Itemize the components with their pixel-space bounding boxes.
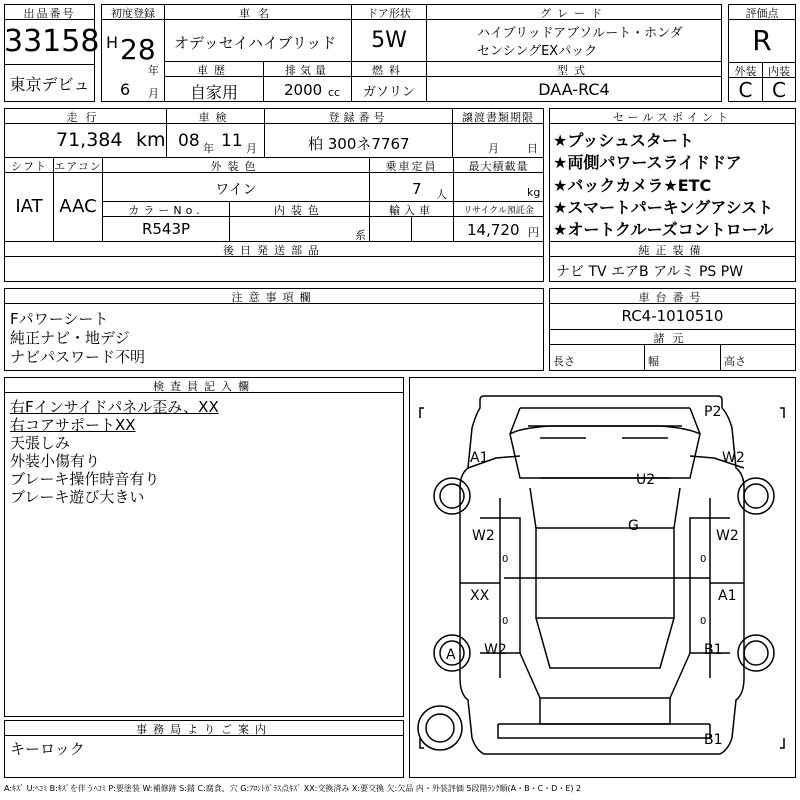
car-name-label: 車名 (239, 7, 277, 20)
color-value: ワイン (215, 182, 257, 198)
model-label: 型式 (557, 64, 591, 77)
mark-w2-rear-left: W2 (484, 642, 507, 658)
chassis-label: 車台番号 (638, 291, 707, 304)
ac-value: AAC (59, 196, 97, 217)
shift-value: IAT (15, 196, 43, 217)
mark-g: G (628, 518, 639, 534)
capacity-label: 乗車定員 (385, 160, 438, 173)
mark-w2-right: W2 (716, 528, 739, 544)
mark-zero-right1: 0 (700, 554, 707, 565)
inspector-item-1: 右Fインサイドパネル歪み、XX (10, 398, 219, 416)
mark-b1-bottom: B1 (704, 732, 723, 748)
mark-a-wheel: A (446, 647, 456, 663)
inspector-item-4: 外装小傷有り (10, 452, 101, 470)
debut-text: 東京デビュ (9, 75, 90, 94)
length-label: 長さ (553, 355, 575, 368)
height-label: 高さ (724, 355, 746, 368)
history-value: 自家用 (189, 83, 238, 102)
selling-point-3: ★バックカメラ★ETC (553, 176, 712, 195)
load-unit: kg (527, 186, 541, 199)
car-name: オデッセイハイブリッド (174, 34, 337, 52)
mark-b1-rear-right: B1 (704, 642, 723, 658)
mark-w2-front: W2 (722, 450, 745, 466)
selling-points-label: セールスポイント (612, 111, 732, 124)
year-unit: 年 (148, 64, 159, 77)
selling-point-2: ★両側パワースライドドア (553, 153, 742, 172)
insp-year-unit: 年 (203, 142, 214, 155)
later-parts-cell (4, 256, 544, 282)
era: H (106, 33, 119, 52)
transfer-month: 月 (488, 142, 499, 155)
color-no-value: R543P (141, 220, 191, 238)
grade-label: グレード (540, 7, 608, 20)
ext-value: C (738, 78, 753, 102)
mark-a1-front: A1 (470, 450, 489, 466)
fuel-label: 燃料 (372, 64, 406, 77)
recycle-unit: 円 (528, 226, 539, 239)
selling-point-4: ★スマートパーキングアシスト (553, 198, 774, 217)
insp-year: 08 (178, 131, 200, 151)
displacement-value: 2000 (284, 81, 323, 99)
transfer-label: 譲渡書類期限 (462, 111, 534, 124)
month-unit: 月 (148, 87, 159, 100)
mileage-unit: km (136, 129, 166, 151)
mark-zero-right2: 0 (700, 616, 707, 627)
mark-zero-left1: 0 (502, 554, 509, 565)
office-label: 事務局よりご案内 (136, 723, 272, 736)
displacement-unit: cc (328, 86, 341, 99)
load-label: 最大積載量 (468, 160, 529, 173)
chassis-value: RC4-1010510 (621, 307, 724, 325)
color-label: 外装色 (210, 160, 262, 173)
reg-number-value: 柏 300ネ7767 (308, 135, 410, 153)
grade-line2: センシングEXパック (477, 44, 598, 59)
door-label: ドア形状 (367, 7, 411, 20)
int-label: 内装 (768, 65, 790, 78)
lot-number: 33158 (4, 24, 100, 59)
color-no-label: カラーNo. (128, 204, 204, 217)
shift-label: シフト (11, 160, 47, 173)
reg-year: 28 (120, 33, 156, 66)
inspector-item-5: ブレーキ操作時音有り (10, 470, 160, 488)
note-2: 純正ナビ・地デジ (10, 329, 130, 347)
first-reg-label: 初度登録 (111, 7, 155, 20)
import-cell-a (369, 216, 412, 242)
capacity-value: 7 (412, 180, 422, 198)
note-3: ナビパスワード不明 (10, 348, 146, 366)
import-label: 輸入車 (389, 204, 434, 217)
reg-month: 6 (120, 80, 131, 99)
later-parts-label: 後日発送部品 (223, 244, 325, 257)
car-outline-svg (410, 378, 795, 777)
mark-a1-right: A1 (718, 588, 737, 604)
inspector-item-3: 天張しみ (10, 434, 71, 452)
equipment-label: 純正装備 (638, 244, 707, 257)
reg-number-label: 登録番号 (328, 111, 389, 124)
door-value: 5W (371, 28, 407, 53)
displacement-label: 排気量 (285, 64, 330, 77)
interior-color-label: 内装色 (274, 204, 325, 217)
mark-xx: XX (470, 588, 490, 604)
width-label: 幅 (648, 355, 659, 368)
equipment-value: ナビ TV エアB アルミ PS PW (556, 264, 744, 280)
import-cell-b (411, 216, 454, 242)
history-label: 車歴 (197, 64, 231, 77)
mileage-label: 走行 (66, 111, 105, 124)
insp-month-unit: 月 (246, 142, 257, 155)
mark-p2: P2 (704, 404, 722, 420)
inspector-item-6: ブレーキ遊び大きい (10, 488, 145, 506)
interior-color-suffix: 系 (355, 229, 366, 242)
notes-label: 注意事項欄 (231, 291, 317, 304)
mileage-value: 71,384 (56, 129, 123, 151)
mark-u2: U2 (636, 472, 656, 488)
inspection-label: 車検 (198, 111, 233, 124)
score-value: R (752, 24, 772, 57)
office-value: キーロック (10, 740, 85, 758)
fuel-value: ガソリン (362, 85, 415, 100)
inspector-item-2: 右コアサポートXX (10, 416, 136, 434)
ac-label: エアコン (54, 160, 102, 173)
grade-line1: ハイブリッドアブソルート・ホンダ (477, 26, 683, 41)
selling-point-5: ★オートクルーズコントロール (553, 220, 774, 239)
note-1: Fパワーシート (10, 310, 109, 328)
int-value: C (772, 78, 786, 102)
interior-color-cell (229, 216, 370, 242)
ext-label: 外装 (734, 65, 757, 78)
recycle-label: リサイクル預託金 (463, 206, 534, 216)
transfer-day: 日 (527, 142, 538, 155)
legend-text: A:ｷｽﾞ U:ﾍｺﾐ B:ｷｽﾞを伴うﾍｺﾐ P:要塗装 W:補修跡 S:錆 C:腐食、穴 G:ﾌﾛﾝﾄｶﾞﾗｽ点ｷｽﾞ XX:交換済み X:要交換 欠:欠品 内・外装評価 5段階ﾗﾝｸ順(A・B・C・D・E) 2 (4, 784, 582, 793)
selling-point-1: ★プッシュスタート (553, 131, 694, 150)
score-label: 評価点 (745, 7, 779, 20)
inspector-label: 検査員記入欄 (153, 380, 255, 393)
mark-w2-left: W2 (472, 528, 495, 544)
insp-month: 11 (221, 131, 243, 151)
vehicle-diagram (409, 377, 796, 778)
model-value: DAA-RC4 (538, 80, 610, 99)
lot-label: 出品番号 (23, 7, 76, 20)
mark-zero-left2: 0 (502, 616, 509, 627)
dimensions-label: 諸元 (653, 332, 692, 345)
capacity-unit: 人 (436, 188, 447, 201)
recycle-value: 14,720 (467, 221, 520, 239)
